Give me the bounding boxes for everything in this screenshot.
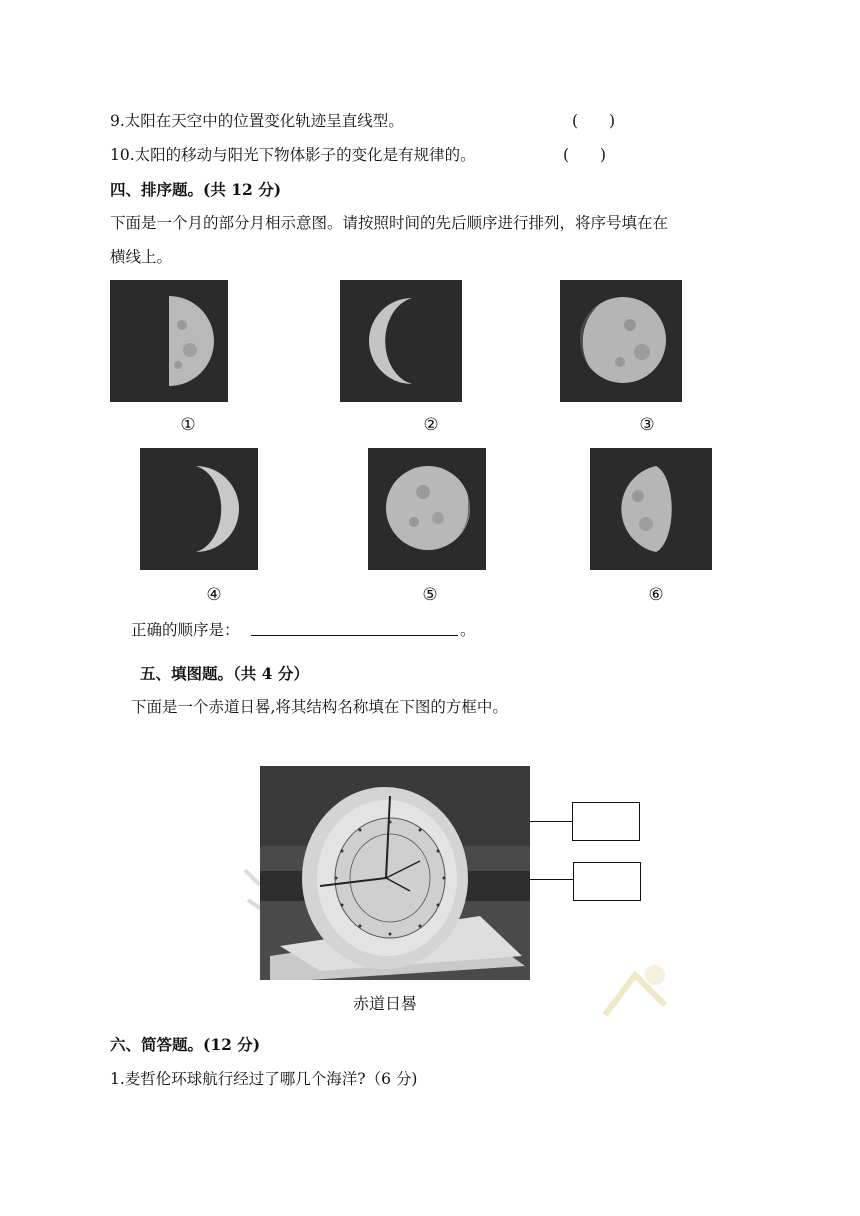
near-full-moon-icon [368, 448, 486, 570]
section6-question-1: 1.麦哲伦环球航行经过了哪几个海洋?（6 分) [110, 1070, 418, 1088]
question-9: 9.太阳在天空中的位置变化轨迹呈直线型。 [110, 112, 404, 130]
moon-phase-image-3 [560, 280, 682, 402]
moon-phase-image-2 [340, 280, 462, 402]
section6-heading: 六、简答题。(12 分) [110, 1035, 261, 1054]
question-10: 10.太阳的移动与阳光下物体影子的变化是有规律的。 [110, 146, 476, 164]
sundial-icon [260, 766, 530, 980]
section4-heading: 四、排序题。(共 12 分) [110, 180, 282, 199]
phase-number-5: ⑤ [422, 585, 438, 605]
moon-phase-image-6 [590, 448, 712, 570]
section4-instruction-line1: 下面是一个月的部分月相示意图。请按照时间的先后顺序进行排列，将序号填在在 [110, 214, 669, 232]
answer-end: 。 [460, 621, 476, 639]
leader-line-bottom [530, 879, 573, 880]
watermark-right [595, 955, 675, 1034]
answer-paren-9[interactable]: ( ) [572, 112, 616, 130]
first-quarter-moon-icon [110, 280, 228, 402]
waning-crescent-moon-icon [340, 280, 462, 402]
answer-blank-line[interactable] [251, 635, 458, 636]
equatorial-sundial-photo [260, 766, 530, 980]
moon-phase-image-4 [140, 448, 258, 570]
answer-label: 正确的顺序是： [131, 621, 240, 639]
section5-heading: 五、填图题。（共 4 分） [140, 664, 309, 683]
moon-phase-image-1 [110, 280, 228, 402]
phase-number-2: ② [423, 415, 439, 435]
sundial-caption: 赤道日晷 [353, 994, 418, 1013]
phase-number-3: ③ [639, 415, 655, 435]
moon-phase-image-5 [368, 448, 486, 570]
section4-instruction-line2: 横线上。 [110, 248, 173, 266]
phase-number-6: ⑥ [648, 585, 664, 605]
gibbous-moon-icon [560, 280, 682, 402]
answer-paren-10[interactable]: ( ) [563, 146, 607, 164]
phase-number-4: ④ [206, 585, 222, 605]
leader-line-top [530, 821, 573, 822]
section5-instruction: 下面是一个赤道日晷,将其结构名称填在下图的方框中。 [131, 698, 508, 716]
waxing-crescent-moon-icon [140, 448, 258, 570]
label-box-bottom[interactable] [573, 862, 641, 901]
label-box-top[interactable] [572, 802, 640, 841]
waning-gibbous-moon-icon [590, 448, 712, 570]
phase-number-1: ① [180, 415, 196, 435]
